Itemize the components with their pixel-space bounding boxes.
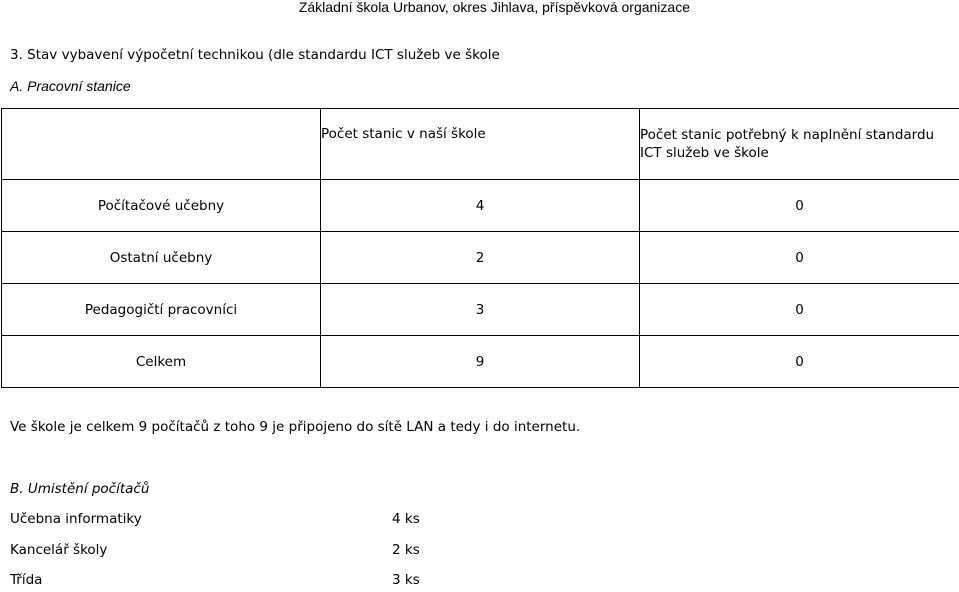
- row-current: 4: [321, 180, 640, 232]
- location-count: 4 ks: [392, 511, 420, 527]
- row-current: 3: [321, 284, 640, 336]
- section-title: 3. Stav vybavení výpočetní technikou (dle standardu ICT služeb ve škole: [10, 47, 500, 63]
- table-row: [2, 232, 959, 284]
- row-label: Celkem: [2, 336, 321, 388]
- table-header-row: [2, 109, 959, 180]
- summary-note: Ve škole je celkem 9 počítačů z toho 9 je připojeno do sítě LAN a tedy i do internetu.: [10, 419, 580, 435]
- row-needed: 0: [640, 284, 959, 336]
- row-needed: 0: [640, 336, 959, 388]
- table-row: [2, 336, 959, 388]
- page-header: [0, 0, 959, 14]
- row-label: Pedagogičtí pracovníci: [2, 284, 321, 336]
- row-label: Ostatní učebny: [2, 232, 321, 284]
- subtitle-workstations: A. Pracovní stanice: [10, 78, 131, 94]
- table-row: [2, 284, 959, 336]
- subtitle-locations: B. Umistění počítačů: [10, 481, 149, 497]
- table-row: [2, 180, 959, 232]
- table-header-cell: Počet stanic v naší škole: [321, 109, 640, 180]
- location-count: 2 ks: [392, 542, 420, 558]
- list-item: [10, 542, 510, 562]
- row-needed: 0: [640, 180, 959, 232]
- row-label: Počítačové učebny: [2, 180, 321, 232]
- header-text: Základní škola Urbanov, okres Jihlava, příspěvková organizace: [299, 0, 690, 15]
- table-header-cell: [2, 109, 321, 180]
- row-needed: 0: [640, 232, 959, 284]
- list-item: [10, 511, 510, 531]
- row-current: 9: [321, 336, 640, 388]
- table-header-cell: Počet stanic potřebný k naplnění standardu ICT služeb ve škole: [640, 109, 959, 180]
- location-name: Učebna informatiky: [10, 511, 142, 527]
- location-name: Kancelář školy: [10, 542, 107, 558]
- row-current: 2: [321, 232, 640, 284]
- workstations-table: [1, 108, 959, 388]
- list-item: [10, 572, 510, 592]
- location-count: 3 ks: [392, 572, 420, 588]
- location-name: Třída: [10, 572, 42, 588]
